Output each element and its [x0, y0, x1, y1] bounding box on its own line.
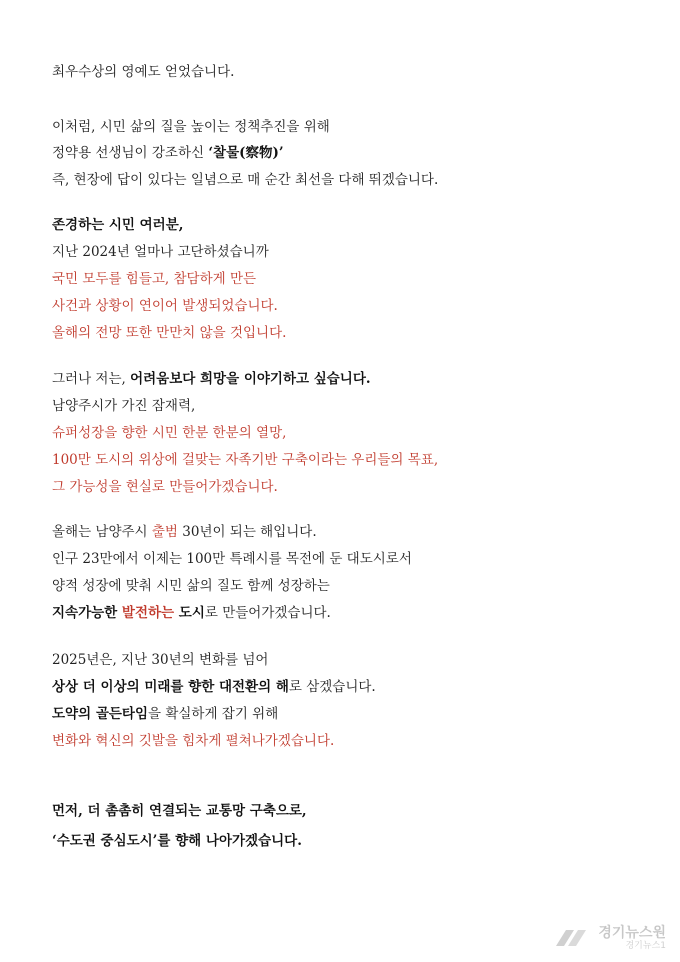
text-segment: 올해는 남양주시 — [52, 524, 152, 540]
text-segment: 이처럼, 시민 삶의 질을 높이는 정책추진을 위해 — [52, 119, 330, 135]
text-segment: 상상 더 이상의 미래를 향한 대전환의 해 — [52, 679, 289, 695]
text-segment: 국민 모두를 힘들고, 참담하게 만든 — [52, 271, 257, 287]
text-segment: 올해의 전망 또한 만만치 않을 것입니다. — [52, 325, 287, 341]
text-segment: 양적 성장에 맞춰 시민 삶의 질도 함께 성장하는 — [52, 578, 330, 594]
text-line — [52, 143, 652, 163]
text-segment: 지난 2024년 얼마나 고단하셨습니까 — [52, 244, 269, 260]
text-line — [52, 677, 652, 697]
text-line — [52, 450, 652, 470]
text-segment: 남양주시가 가진 잠재력, — [52, 398, 196, 414]
text-line — [52, 323, 652, 343]
text-segment: 먼저, 더 촘촘히 연결되는 교통망 구축으로, — [52, 803, 307, 819]
text-segment: 로 삼겠습니다. — [288, 679, 376, 695]
text-segment: 슈퍼성장을 향한 시민 한분 한분의 열망, — [52, 425, 287, 441]
text-segment: 2025년은, 지난 30년의 변화를 넘어 — [52, 652, 269, 668]
text-segment: 로 만들어가겠습니다. — [204, 605, 331, 621]
text-line — [52, 62, 652, 82]
text-line — [52, 269, 652, 289]
text-segment: 발전하는 — [121, 605, 175, 621]
text-segment: ‘수도권 중심도시’를 향해 나아가겠습니다. — [52, 833, 302, 849]
text-segment: 그러나 저는, — [52, 371, 131, 387]
text-segment: 변화와 혁신의 깃발을 힘차게 펼쳐나가겠습니다. — [52, 733, 335, 749]
text-segment: 도시 — [174, 605, 205, 621]
text-segment: 즉, 현장에 답이 있다는 일념으로 매 순간 최선을 다해 뛰겠습니다. — [52, 172, 439, 188]
text-line — [52, 423, 652, 443]
watermark-logo-icon — [552, 926, 594, 952]
watermark — [552, 925, 666, 952]
text-segment: 존경하는 시민 여러분, — [52, 217, 184, 233]
text-segment: 최우수상의 영예도 얻었습니다. — [52, 64, 235, 80]
text-segment: 100만 도시의 위상에 걸맞는 자족기반 구축이라는 우리들의 목표, — [52, 452, 439, 468]
watermark-title: 경기뉴스원 — [598, 925, 666, 941]
text-line — [52, 477, 652, 497]
text-line — [52, 650, 652, 670]
text-segment: 30년이 되는 해입니다. — [177, 524, 317, 540]
text-line — [52, 242, 652, 262]
text-line — [52, 831, 652, 851]
text-line — [52, 522, 652, 542]
text-line — [52, 215, 652, 235]
text-segment: 지속가능한 — [52, 605, 122, 621]
text-segment: 사건과 상황이 연이어 발생되었습니다. — [52, 298, 278, 314]
text-segment: 인구 23만에서 이제는 100만 특례시를 목전에 둔 대도시로서 — [52, 551, 412, 567]
text-segment: 을 확실하게 잡기 위해 — [148, 706, 279, 722]
text-line — [52, 117, 652, 137]
text-line — [52, 801, 652, 821]
text-line — [52, 369, 652, 389]
text-line — [52, 296, 652, 316]
text-line — [52, 170, 652, 190]
text-segment: 어려움보다 희망을 이야기하고 싶습니다. — [130, 371, 371, 387]
text-line — [52, 603, 652, 623]
text-line — [52, 576, 652, 596]
watermark-subtitle: 경기뉴스1 — [625, 941, 666, 951]
text-segment: 정약용 선생님이 강조하신 — [52, 145, 209, 161]
text-line — [52, 704, 652, 724]
text-line — [52, 549, 652, 569]
text-line — [52, 396, 652, 416]
text-segment: ‘찰물(察物)’ — [208, 145, 284, 161]
text-segment: 도약의 골든타임 — [52, 706, 148, 722]
text-segment: 그 가능성을 현실로 만들어가겠습니다. — [52, 479, 278, 495]
text-line — [52, 731, 652, 751]
text-segment: 출범 — [151, 524, 178, 540]
